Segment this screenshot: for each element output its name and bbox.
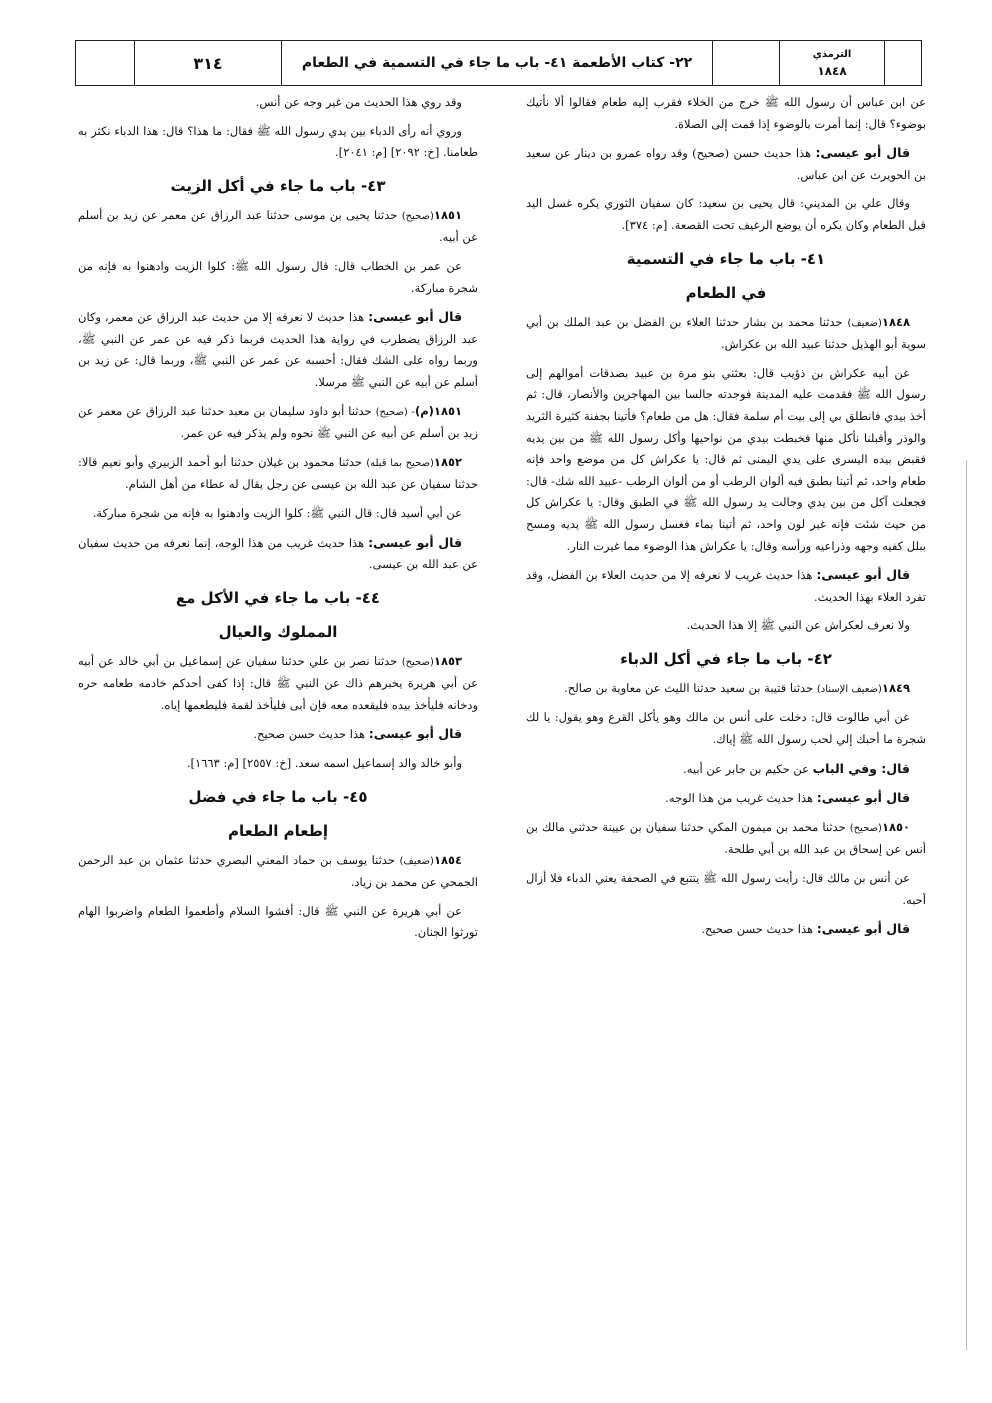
commentary-label: قال أبو عيسى: (815, 145, 911, 161)
hadith-number: ١٨٥٤ (433, 852, 463, 867)
hadith-grade: (صحيح) (401, 656, 434, 668)
section-title: ٤٤- باب ما جاء في الأكل مع (175, 588, 381, 607)
commentary-label: قال أبو عيسى: (368, 309, 463, 325)
book-label (780, 41, 885, 85)
hadith-paragraph (78, 401, 478, 445)
hadith-grade: (صحيح) (401, 210, 434, 222)
commentary-text: هذا حديث غريب لا نعرفه إلا من حديث العلاء بن الفضل، وقد تفرد العلاء بهذا الحديث. (526, 568, 926, 604)
hadith-text: حدثنا محمود بن غيلان حدثنا أبو أحمد الزبيري وأبو نعيم قالا: حدثنا سفيان عن عبد الله بن عيسى عن رجل يقال له عطاء من أهل الشام. (78, 454, 478, 492)
section-title: ٤٢- باب ما جاء في أكل الدباء (620, 649, 832, 668)
chapter-title: ٢٢- كتاب الأطعمة ٤١- باب ما جاء في التسمية في الطعام (282, 41, 713, 85)
commentary-text: هذا حديث غريب من هذا الوجه. (665, 791, 814, 806)
commentary-text: هذا حديث حسن صحيح. (253, 727, 366, 742)
commentary-paragraph (78, 306, 478, 393)
running-header (75, 40, 922, 86)
commentary-text: هذا حديث حسن (صحيح) وقد رواه عمرو بن دينار عن سعيد بن الحويرث عن ابن عباس. (526, 146, 926, 182)
commentary-label: قال أبو عيسى: (816, 921, 910, 937)
commentary-paragraph (78, 532, 478, 576)
text-paragraph: عن عمر بن الخطاب قال: قال رسول الله ﷺ: كلوا الزيت وادهنوا به فإنه من شجرة مباركة. (78, 258, 478, 295)
commentary-text: عن حكيم بن جابر عن أبيه. (683, 761, 809, 776)
left-text-column (78, 92, 478, 951)
hadith-grade: (ضعيف الإسناد) (816, 683, 882, 695)
text-paragraph: عن أنس بن مالك قال: رأيت رسول الله ﷺ يتتبع في الصحفة يعني الدباء فلا أزال أحبه. (526, 871, 926, 907)
hadith-paragraph (78, 205, 478, 249)
header-empty-cell (713, 41, 780, 85)
text-paragraph: عن أبيه عكراش بن ذؤيب قال: بعثني بنو مرة بن عبيد بصدقات أموالهم إلى رسول الله ﷺ فقدمت عليه المدينة فوجدته جالسا بين المهاجرين والأنصار، قال: ثم أخذ بيدي فانطلق بي إلى بيت أم سلمة فقال: هل من طعام؟ فأتينا بجفنة كثيرة الثريد والوذر وأقبلنا نأكل منها فخبطت بيدي من نواحيها وأكل رسول الله ﷺ من بين يديه فقبض بيده اليسرى على يدي اليمنى ثم قال: يا عكراش كل من موضع واحد فإنه طعام واحد، ثم أتينا بطبق فيه ألوان الرطب أو من ألوان الرطب -عبيد الله شك- قال: فجعلت آكل من بين يدي وجالت يد رسول الله ﷺ في الطبق وقال: يا عكراش كل من حيث شئت فإنه غير لون واحد، ثم أتينا بماء فغسل رسول الله ﷺ يديه ومسح ببلل كفيه وجهه وذراعيه ورأسه وقال: يا عكراش هذا الوضوء مما غيرت النار. (526, 365, 926, 553)
hadith-text: حدثنا يحيى بن موسى حدثنا عبد الرزاق عن معمر عن زيد بن أسلم عن أبيه. (78, 207, 478, 245)
hadith-paragraph (526, 817, 926, 861)
page-edge-line (966, 460, 967, 1350)
commentary-text: هذا حديث غريب من هذا الوجه، إنما نعرفه من حديث سفيان عن عبد الله بن عيسى. (78, 535, 478, 572)
hadith-number: ١٨٥١(م) (414, 403, 462, 418)
hadith-text: حدثنا محمد بن ميمون المكي حدثنا سفيان بن عيينة حدثني مالك بن أنس عن إسحاق بن عبد الله بن أبي طلحة. (526, 819, 926, 857)
hadith-grade: - (صحيح) (375, 406, 415, 418)
hadith-paragraph (526, 678, 926, 701)
text-paragraph: وقال علي بن المديني: قال يحيى بن سعيد: كان سفيان الثوري يكره غسل اليد قبل الطعام وكان يكره أن يوضع الرغيف تحت القصعة. [م: ٣٧٤]. (526, 196, 926, 232)
page-number: ٣١٤ (135, 41, 282, 85)
section-title: المملوك والعيال (218, 622, 338, 641)
hadith-text: حدثنا محمد بن بشار حدثنا العلاء بن الفضل بن عبد الملك بن أبي سوية أبو الهذيل حدثنا عبيد الله بن عكراش. (526, 314, 926, 352)
text-paragraph: وروي أنه رأى الدباء بين يدي رسول الله ﷺ فقال: ما هذا؟ قال: هذا الدباء نكثر به طعامنا. [خ: ٢٠٩٢] [م: ٢٠٤١]. (78, 123, 478, 160)
commentary-label: قال: وفي الباب (812, 760, 910, 776)
hadith-grade: (صحيح بما قبله) (366, 457, 434, 469)
text-paragraph: وقد روي هذا الحديث من غير وجه عن أنس. (255, 95, 462, 109)
commentary-paragraph (526, 918, 926, 941)
commentary-paragraph (78, 723, 478, 746)
section-title: ٤٥- باب ما جاء في فضل (188, 787, 368, 806)
hadith-number: ١٨٥١ (433, 207, 462, 222)
hadith-paragraph (78, 452, 478, 496)
section-title: إطعام الطعام (227, 821, 329, 840)
hadith-paragraph (526, 312, 926, 356)
commentary-label: قال أبو عيسى: (816, 567, 911, 583)
hadith-number: ١٨٥٠ (881, 819, 911, 834)
commentary-paragraph (526, 787, 926, 810)
section-title: ٤١- باب ما جاء في التسمية (626, 249, 826, 268)
commentary-label: قال أبو عيسى: (816, 790, 910, 806)
book-name: الترمذي (812, 49, 852, 60)
text-paragraph: عن ابن عباس أن رسول الله ﷺ خرج من الخلاء فقرب إليه طعام فقالوا ألا نأتيك بوضوء؟ قال: إنما أمرت بالوضوء إذا قمت إلى الصلاة. (526, 95, 926, 131)
hadith-number: ١٨٥٣ (433, 653, 462, 668)
commentary-text: هذا حديث حسن صحيح. (701, 922, 814, 937)
hadith-text: حدثنا أبو داود سليمان بن معبد حدثنا عبد الرزاق عن معمر عن زيد بن أسلم عن أبيه عن النبي ﷺ نحوه ولم يذكر فيه عن عمر. (78, 403, 478, 441)
hadith-range: ١٨٤٨ (817, 64, 847, 78)
header-empty-cell (885, 41, 921, 85)
commentary-paragraph (526, 564, 926, 608)
commentary-paragraph (526, 142, 926, 186)
commentary-label: قال أبو عيسى: (368, 534, 463, 550)
hadith-text: حدثنا نصر بن علي حدثنا سفيان عن إسماعيل بن أبي خالد عن أبيه عن أبي هريرة يخبرهم ذاك عن النبي ﷺ قال: إذا كفى أحدكم خادمه طعامه حره ودخانه فليأخذ بيده فليقعده معه فإن أبى فليأخذ لقمة فليطعمها إياه. (78, 653, 478, 712)
section-title: ٤٣- باب ما جاء في أكل الزيت (170, 176, 386, 195)
hadith-grade: (صحيح) (849, 822, 882, 834)
text-paragraph: عن أبي طالوت قال: دخلت على أنس بن مالك وهو يأكل القرع وهو يقول: يا لك شجرة ما أحبك إلي لحب رسول الله ﷺ إياك. (526, 710, 926, 747)
section-title: في الطعام (685, 283, 767, 302)
text-paragraph: ولا نعرف لعكراش عن النبي ﷺ إلا هذا الحديث. (686, 618, 910, 633)
hadith-paragraph (78, 850, 478, 894)
right-text-column (526, 92, 926, 948)
commentary-label: قال أبو عيسى: (368, 726, 462, 742)
commentary-paragraph (526, 758, 926, 781)
hadith-grade: (ضعيف) (399, 855, 434, 867)
text-paragraph: عن أبي هريرة عن النبي ﷺ قال: أفشوا السلام وأطعموا الطعام واضربوا الهام تورثوا الجنان. (78, 903, 478, 940)
hadith-grade: (ضعيف) (847, 317, 882, 329)
hadith-text: حدثنا يوسف بن حماد المعني البصري حدثنا عثمان بن عبد الرحمن الجمحي عن محمد بن زياد. (78, 852, 478, 890)
hadith-number: ١٨٤٨ (881, 314, 910, 329)
hadith-text: حدثنا قتيبة بن سعيد حدثنا الليث عن معاوية بن صالح. (564, 680, 814, 695)
hadith-number: ١٨٤٩ (881, 680, 910, 695)
text-paragraph: عن أبي أسيد قال: قال النبي ﷺ: كلوا الزيت وادهنوا به فإنه من شجرة مباركة. (92, 505, 462, 520)
commentary-text: هذا حديث لا نعرفه إلا من حديث عبد الرزاق عن معمر، وكان عبد الرزاق يضطرب في رواية هذا الحديث فربما ذكر فيه عن عمر عن النبي ﷺ، وربما رواه على الشك فقال: أحسبه عن عمر عن النبي ﷺ، وربما قال: عن زيد بن أسلم عن أبيه عن النبي ﷺ مرسلا. (78, 310, 478, 389)
hadith-paragraph (78, 651, 478, 717)
text-paragraph: وأبو خالد والد إسماعيل اسمه سعد. [خ: ٢٥٥٧] [م: ١٦٦٣]. (186, 756, 462, 771)
header-empty-cell (76, 41, 135, 85)
hadith-number: ١٨٥٢ (433, 454, 462, 469)
